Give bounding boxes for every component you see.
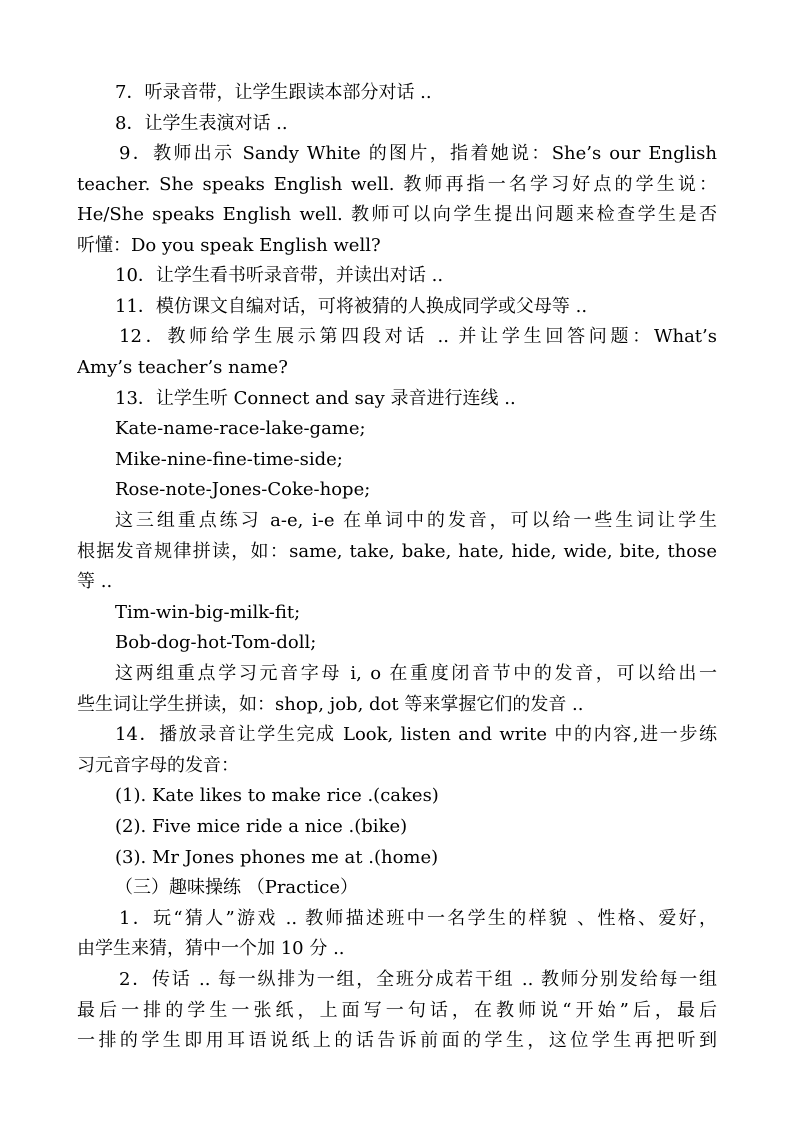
text-line: 根据发音规律拼读，如：same, take, bake, hate, hide, wide, bite, those [77, 541, 717, 562]
text-line: 13．让学生听 Connect and say 录音进行连线 .. [115, 388, 516, 409]
text-line: Mike-nine-fine-time-side; [115, 449, 343, 470]
text-line: teacher. She speaks English well. 教师再指一名学习好点的学生说： [77, 174, 717, 195]
text-line: 由学生来猜，猜中一个加 10 分 .. [77, 938, 345, 959]
text-line: (2). Five mice ride a nice .(bike) [115, 816, 408, 837]
text-line: 这三组重点练习 a-e, i-e 在单词中的发音，可以给一些生词让学生 [115, 510, 717, 531]
text-line: 听懂：Do you speak English well? [77, 235, 381, 256]
text-line: Amy’s teacher’s name? [77, 357, 288, 378]
text-line: 一排的学生即用耳语说纸上的话告诉前面的学生，这位学生再把听到 [77, 1030, 717, 1051]
text-line: Tim-win-big-milk-fit; [115, 602, 301, 623]
text-line: 12．教师给学生展示第四段对话 .. 并让学生回答问题：What’s [119, 326, 717, 347]
text-line: (3). Mr Jones phones me at .(home) [115, 847, 439, 868]
text-line: Bob-dog-hot-Tom-doll; [115, 632, 317, 653]
text-line: 习元音字母的发音： [77, 755, 239, 776]
text-line: (1). Kate likes to make rice .(cakes) [115, 785, 439, 806]
text-line: 10．让学生看书听录音带，并读出对话 .. [115, 265, 444, 286]
text-line: 14．播放录音让学生完成 Look, listen and write 中的内容,进一步练 [115, 724, 717, 745]
text-line: Rose-note-Jones-Coke-hope; [115, 479, 371, 500]
text-line: 8．让学生表演对话 .. [115, 113, 288, 134]
text-line: 2．传话 .. 每一纵排为一组，全班分成若干组 .. 教师分别发给每一组 [119, 969, 717, 990]
text-line: 最后一排的学生一张纸，上面写一句话，在教师说“开始”后，最后 [77, 1000, 717, 1021]
text-line: 这两组重点学习元音字母 i, o 在重度闭音节中的发音，可以给出一 [115, 663, 717, 684]
section-heading: （三）趣味操练 （Practice） [115, 877, 358, 898]
text-line: 等 .. [77, 571, 113, 592]
text-line: 11．模仿课文自编对话，可将被猜的人换成同学或父母等 .. [115, 296, 588, 317]
text-line: 1．玩“猜人”游戏 .. 教师描述班中一名学生的样貌 、性格、爱好， [119, 908, 717, 929]
text-line: 些生词让学生拼读，如：shop, job, dot 等来掌握它们的发音 .. [77, 694, 584, 715]
text-line: He/She speaks English well. 教师可以向学生提出问题来检查学生是否 [77, 204, 717, 225]
text-line: 7．听录音带，让学生跟读本部分对话 .. [115, 82, 432, 103]
text-line: Kate-name-race-lake-game; [115, 418, 366, 439]
text-line: 9．教师出示 Sandy White 的图片，指着她说：She’s our English [119, 143, 717, 164]
